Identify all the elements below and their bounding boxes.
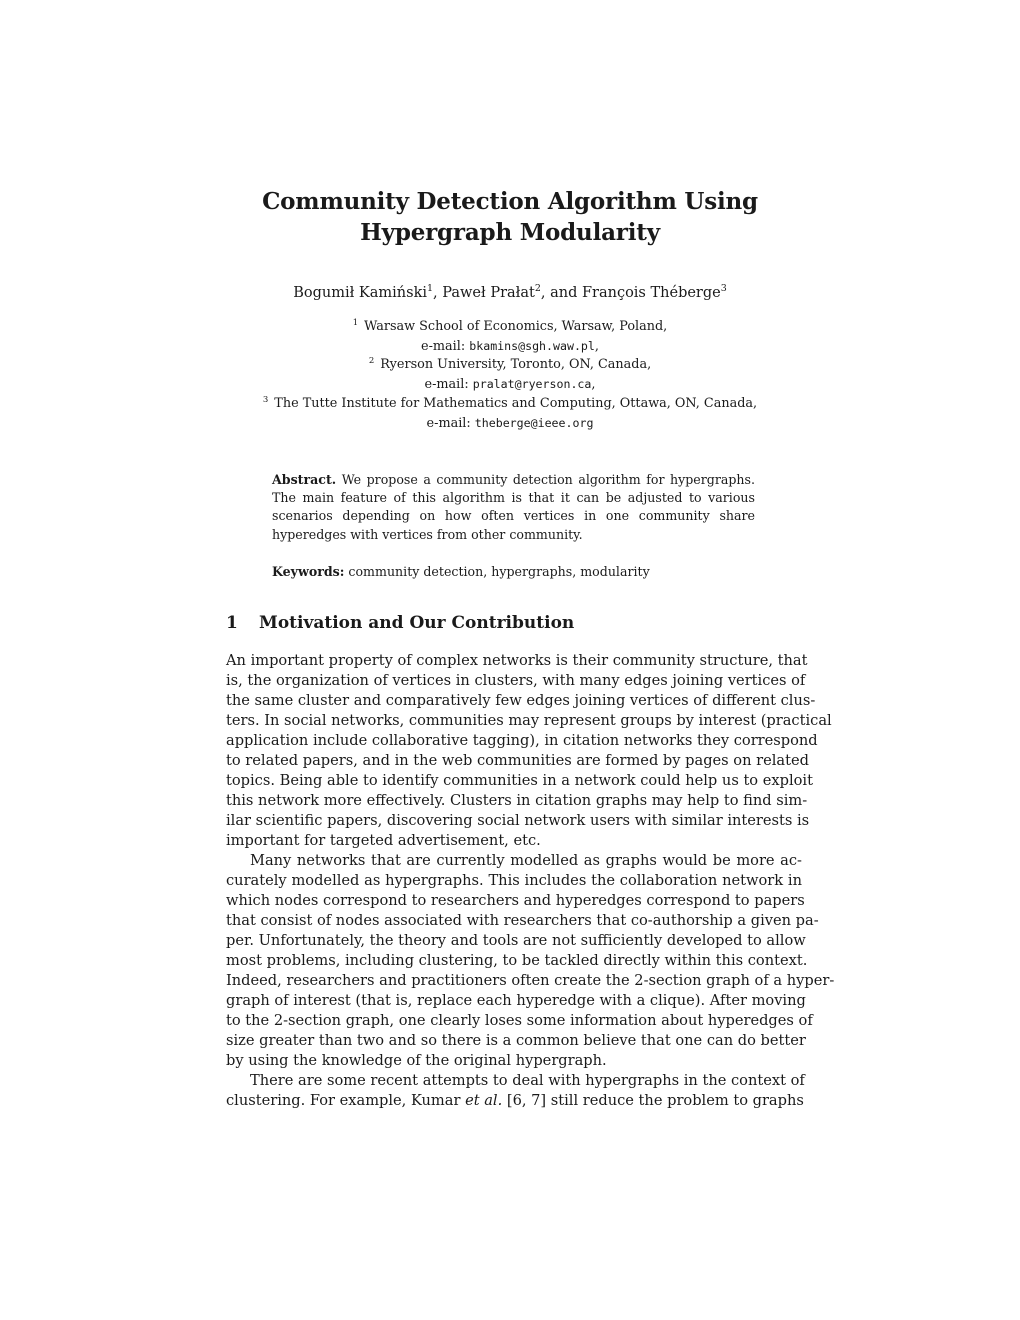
email-address: pralat@ryerson.ca	[472, 377, 592, 392]
affiliation-mark: 3	[262, 394, 269, 405]
body-line: that consist of nodes associated with researchers that co-authorship a given pa-	[226, 912, 819, 929]
affiliation-text: The Tutte Institute for Mathematics and Computing, Ottawa, ON, Canada,	[274, 395, 758, 411]
affiliation-email-line	[160, 375, 860, 395]
body-line: size greater than two and so there is a common believe that one can do better	[226, 1032, 806, 1049]
citation-text: [6, 7] still reduce the problem to graphs	[502, 1092, 804, 1109]
section-number: 1	[226, 613, 238, 633]
body-line: which nodes correspond to researchers and hyperedges correspond to papers	[226, 892, 805, 909]
email-tail: ,	[594, 338, 599, 354]
author-separator: ,	[433, 285, 443, 301]
title-line-2: Hypergraph Modularity	[360, 219, 660, 246]
body-line: the same cluster and comparatively few edges joining vertices of different clus-	[226, 692, 816, 709]
email-label: e-mail:	[424, 377, 473, 393]
body-line: is, the organization of vertices in clusters, with many edges joining vertices of	[226, 672, 806, 689]
affiliation-line	[160, 395, 860, 414]
body-line: to the 2-section graph, one clearly loses some information about hyperedges of	[226, 1012, 813, 1029]
keywords-label: Keywords:	[272, 564, 345, 579]
section-heading	[226, 611, 574, 635]
affiliation-line	[160, 356, 860, 375]
body-line: to related papers, and in the web communities are formed by pages on related	[226, 752, 809, 769]
abstract-text: We propose a community detection algorithm for hypergraphs. The main feature of this algorithm is that it can be adjusted to various scenarios depending on how often vertices in one community share hyperedges with vertices from other community.	[272, 472, 755, 542]
author-affil-mark: 3	[720, 283, 727, 294]
affiliations	[160, 318, 860, 433]
body-line: by using the knowledge of the original hypergraph.	[226, 1052, 607, 1069]
body-line-text: clustering. For example, Kumar	[226, 1092, 466, 1109]
section-title-text: Motivation and Our Contribution	[259, 613, 575, 633]
author-name: Bogumił Kamiński	[293, 285, 427, 301]
email-address: theberge@ieee.org	[474, 415, 594, 430]
abstract	[272, 471, 755, 544]
email-label: e-mail:	[426, 415, 475, 431]
body-text	[226, 651, 835, 1111]
body-line: this network more effectively. Clusters in citation graphs may help to find sim-	[226, 792, 808, 809]
body-line: topics. Being able to identify communities in a network could help us to exploit	[226, 772, 813, 789]
author-affil-mark: 2	[534, 283, 541, 294]
author-separator: , and	[540, 285, 582, 301]
email-tail: ,	[591, 377, 596, 393]
body-line: application include collaborative tagging), in citation networks they correspond	[226, 732, 818, 749]
author-name: Paweł Prałat	[442, 285, 535, 301]
affiliation-mark: 2	[368, 356, 375, 367]
body-line: An important property of complex networks is their community structure, that	[226, 652, 808, 669]
author-name: François Théberge	[581, 285, 721, 301]
keywords	[272, 563, 755, 581]
affiliation-text: Warsaw School of Economics, Warsaw, Poland,	[364, 319, 668, 334]
affiliation-email-line	[160, 414, 860, 434]
abstract-label: Abstract.	[272, 472, 337, 487]
author-affil-mark: 1	[427, 283, 434, 294]
body-line: There are some recent attempts to deal with hypergraphs in the context of	[250, 1072, 805, 1089]
et-al: et al.	[465, 1092, 503, 1109]
body-line: curately modelled as hypergraphs. This includes the collaboration network in	[226, 872, 802, 889]
body-line: important for targeted advertisement, etc.	[226, 832, 541, 849]
affiliation-email-line	[160, 337, 860, 357]
title-line-1: Community Detection Algorithm Using	[262, 188, 758, 215]
affiliation-text: Ryerson University, Toronto, ON, Canada,	[380, 357, 652, 373]
paper-title	[200, 186, 820, 248]
keywords-text: community detection, hypergraphs, modularity	[344, 564, 650, 579]
body-line: most problems, including clustering, to be tackled directly within this context.	[226, 952, 808, 969]
email-address: bkamins@sgh.waw.pl	[469, 338, 595, 353]
body-line: ters. In social networks, communities may represent groups by interest (practical	[226, 712, 832, 729]
body-line	[226, 1091, 802, 1111]
body-line: Many networks that are currently modelled as graphs would be more ac-	[250, 852, 802, 869]
author-list	[200, 283, 820, 303]
body-line: ilar scientific papers, discovering social network users with similar interests is	[226, 812, 810, 829]
body-line: Indeed, researchers and practitioners often create the 2-section graph of a hyper-	[226, 972, 835, 989]
email-label: e-mail:	[421, 338, 470, 354]
body-line: graph of interest (that is, replace each hyperedge with a clique). After moving	[226, 992, 806, 1009]
body-line: per. Unfortunately, the theory and tools are not sufficiently developed to allow	[226, 932, 806, 949]
affiliation-mark: 1	[352, 318, 359, 328]
affiliation-line	[160, 318, 860, 337]
